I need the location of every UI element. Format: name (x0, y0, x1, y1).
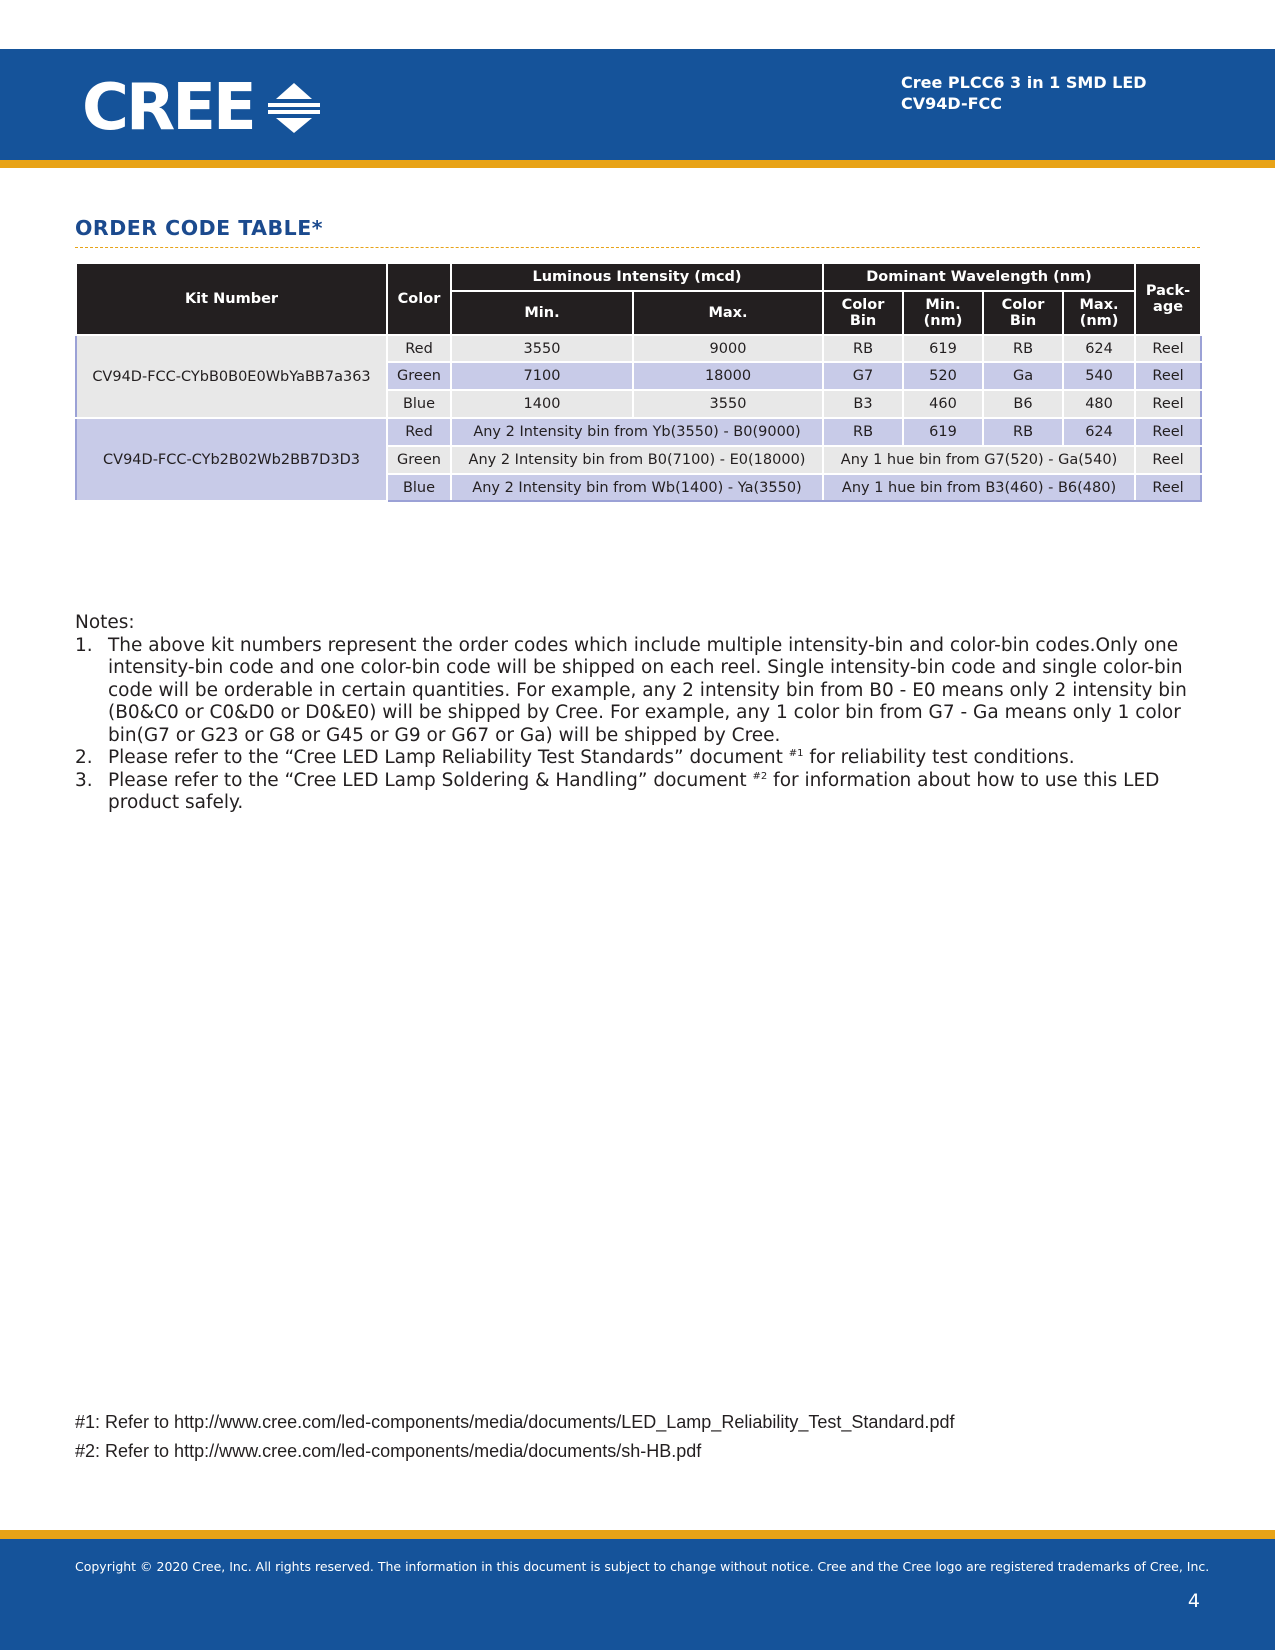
header-min-nm (903, 291, 983, 335)
intensity-range-cell: Any 2 Intensity bin from Wb(1400) - Ya(3550) (451, 474, 823, 501)
note-number: 3. (75, 769, 93, 791)
order-code-table (75, 262, 1202, 502)
note-number: 2. (75, 747, 93, 768)
header-min-nm-l1: Min. (925, 297, 961, 313)
header-max-nm (1063, 291, 1135, 335)
section-divider (75, 247, 1200, 248)
note-item (75, 635, 1215, 748)
table-row (76, 335, 1201, 362)
header-max-nm-l2: (nm) (1079, 313, 1119, 329)
intensity-min-cell: 1400 (451, 390, 633, 418)
section-title: ORDER CODE TABLE* (75, 216, 323, 240)
package-cell: Reel (1135, 474, 1201, 501)
wavelength-max-cell: 624 (1063, 335, 1135, 362)
color-bin-cell: RB (983, 418, 1063, 446)
intensity-min-cell: 3550 (451, 335, 633, 362)
kit-number-cell: CV94D-FCC-CYbB0B0E0WbYaBB7a363 (76, 335, 387, 418)
wavelength-max-cell: 480 (1063, 390, 1135, 418)
note-item (75, 770, 1215, 815)
header-color-bin-1-l2: Bin (849, 313, 877, 329)
product-title-line2: CV94D-FCC (901, 94, 1003, 113)
header-color-bin-2-l1: Color (1001, 297, 1045, 313)
package-cell: Reel (1135, 446, 1201, 474)
wavelength-min-cell: 619 (903, 335, 983, 362)
header-package-l2: age (1153, 299, 1184, 315)
table-row (76, 418, 1201, 446)
package-cell: Reel (1135, 362, 1201, 390)
header-luminous-intensity: Luminous Intensity (mcd) (451, 263, 823, 291)
wavelength-min-cell: 460 (903, 390, 983, 418)
note-text: The above kit numbers represent the order codes which include multiple intensity-bin and color-bin codes.Only one intensity-bin code and one color-bin code will be shipped on each reel. Single intensity-bin code and single color-bin code will be orderable in certain quantities. For example, any 2 intensity bin from B0 - E0 means only 2 intensity bin (B0&C0 or C0&D0 or D0&E0) will be shipped by Cree. For example, any 1 color bin from G7 - Ga means only 1 color bin(G7 or G23 or G8 or G45 or G9 or G67 or Ga) will be shipped by Cree. (108, 634, 1187, 746)
wavelength-min-cell: 619 (903, 418, 983, 446)
color-bin-cell: B3 (823, 390, 903, 418)
intensity-max-cell: 18000 (633, 362, 823, 390)
header-stripe (0, 160, 1275, 168)
note-text-a: Please refer to the “Cree LED Lamp Reliability Test Standards” document (108, 747, 789, 768)
color-cell: Green (387, 446, 451, 474)
copyright-text: Copyright © 2020 Cree, Inc. All rights reserved. The information in this document is subject to change without notice. Cree and the Cree logo are registered trademarks of Cree, Inc. (75, 1559, 1210, 1574)
wavelength-min-cell: 520 (903, 362, 983, 390)
header-package (1135, 263, 1201, 335)
color-bin-cell: Ga (983, 362, 1063, 390)
color-cell: Blue (387, 474, 451, 501)
page-number: 4 (1187, 1590, 1200, 1612)
header-dominant-wavelength: Dominant Wavelength (nm) (823, 263, 1135, 291)
header-package-l1: Pack- (1145, 283, 1191, 299)
header-color-bin-1 (823, 291, 903, 335)
note-ref-sup: #2 (752, 770, 768, 782)
intensity-min-cell: 7100 (451, 362, 633, 390)
intensity-max-cell: 3550 (633, 390, 823, 418)
package-cell: Reel (1135, 335, 1201, 362)
header-color: Color (387, 263, 451, 335)
header-color-bin-2 (983, 291, 1063, 335)
wavelength-max-cell: 624 (1063, 418, 1135, 446)
color-bin-cell: RB (823, 335, 903, 362)
hue-range-cell: Any 1 hue bin from B3(460) - B6(480) (823, 474, 1135, 501)
notes-title: Notes: (75, 612, 135, 633)
kit-number-cell: CV94D-FCC-CYb2B02Wb2BB7D3D3 (76, 418, 387, 501)
cree-logo (82, 71, 322, 145)
notes-section (75, 612, 1215, 815)
intensity-range-cell: Any 2 Intensity bin from B0(7100) - E0(18000) (451, 446, 823, 474)
color-bin-cell: G7 (823, 362, 903, 390)
note-text-a: Please refer to the “Cree LED Lamp Soldering & Handling” document (108, 769, 753, 791)
color-cell: Blue (387, 390, 451, 418)
footer-stripe (0, 1530, 1275, 1539)
reference-2: #2: Refer to http://www.cree.com/led-components/media/documents/sh-HB.pdf (75, 1441, 702, 1461)
header-max: Max. (633, 291, 823, 335)
note-text-b: for information about how to use this LED product safely. (108, 769, 1160, 813)
logo-wordmark: CREE (82, 71, 254, 145)
package-cell: Reel (1135, 390, 1201, 418)
footer-band (0, 1539, 1275, 1650)
note-ref-sup: #1 (788, 748, 804, 759)
header-kit-number: Kit Number (76, 263, 387, 335)
header-color-bin-2-l2: Bin (1009, 313, 1037, 329)
header-max-nm-l1: Max. (1079, 297, 1119, 313)
product-title-line1: Cree PLCC6 3 in 1 SMD LED (901, 73, 1147, 92)
note-number: 1. (75, 634, 93, 656)
note-text (108, 747, 1215, 770)
header-color-bin-1-l1: Color (841, 297, 885, 313)
note-text (108, 770, 1215, 815)
header-min-nm-l2: (nm) (923, 313, 963, 329)
wavelength-max-cell: 540 (1063, 362, 1135, 390)
hue-range-cell: Any 1 hue bin from G7(520) - Ga(540) (823, 446, 1135, 474)
intensity-max-cell: 9000 (633, 335, 823, 362)
color-bin-cell: RB (823, 418, 903, 446)
logo-arrows-icon (266, 81, 322, 135)
reference-1: #1: Refer to http://www.cree.com/led-components/media/documents/LED_Lamp_Reliability_Test_Standard.pdf (75, 1412, 955, 1432)
note-text-b: for reliability test conditions. (803, 747, 1075, 768)
color-bin-cell: RB (983, 335, 1063, 362)
product-title (901, 72, 1147, 114)
header-min: Min. (451, 291, 633, 335)
intensity-range-cell: Any 2 Intensity bin from Yb(3550) - B0(9000) (451, 418, 823, 446)
color-cell: Red (387, 418, 451, 446)
color-bin-cell: B6 (983, 390, 1063, 418)
color-cell: Green (387, 362, 451, 390)
color-cell: Red (387, 335, 451, 362)
note-item (75, 747, 1215, 770)
package-cell: Reel (1135, 418, 1201, 446)
